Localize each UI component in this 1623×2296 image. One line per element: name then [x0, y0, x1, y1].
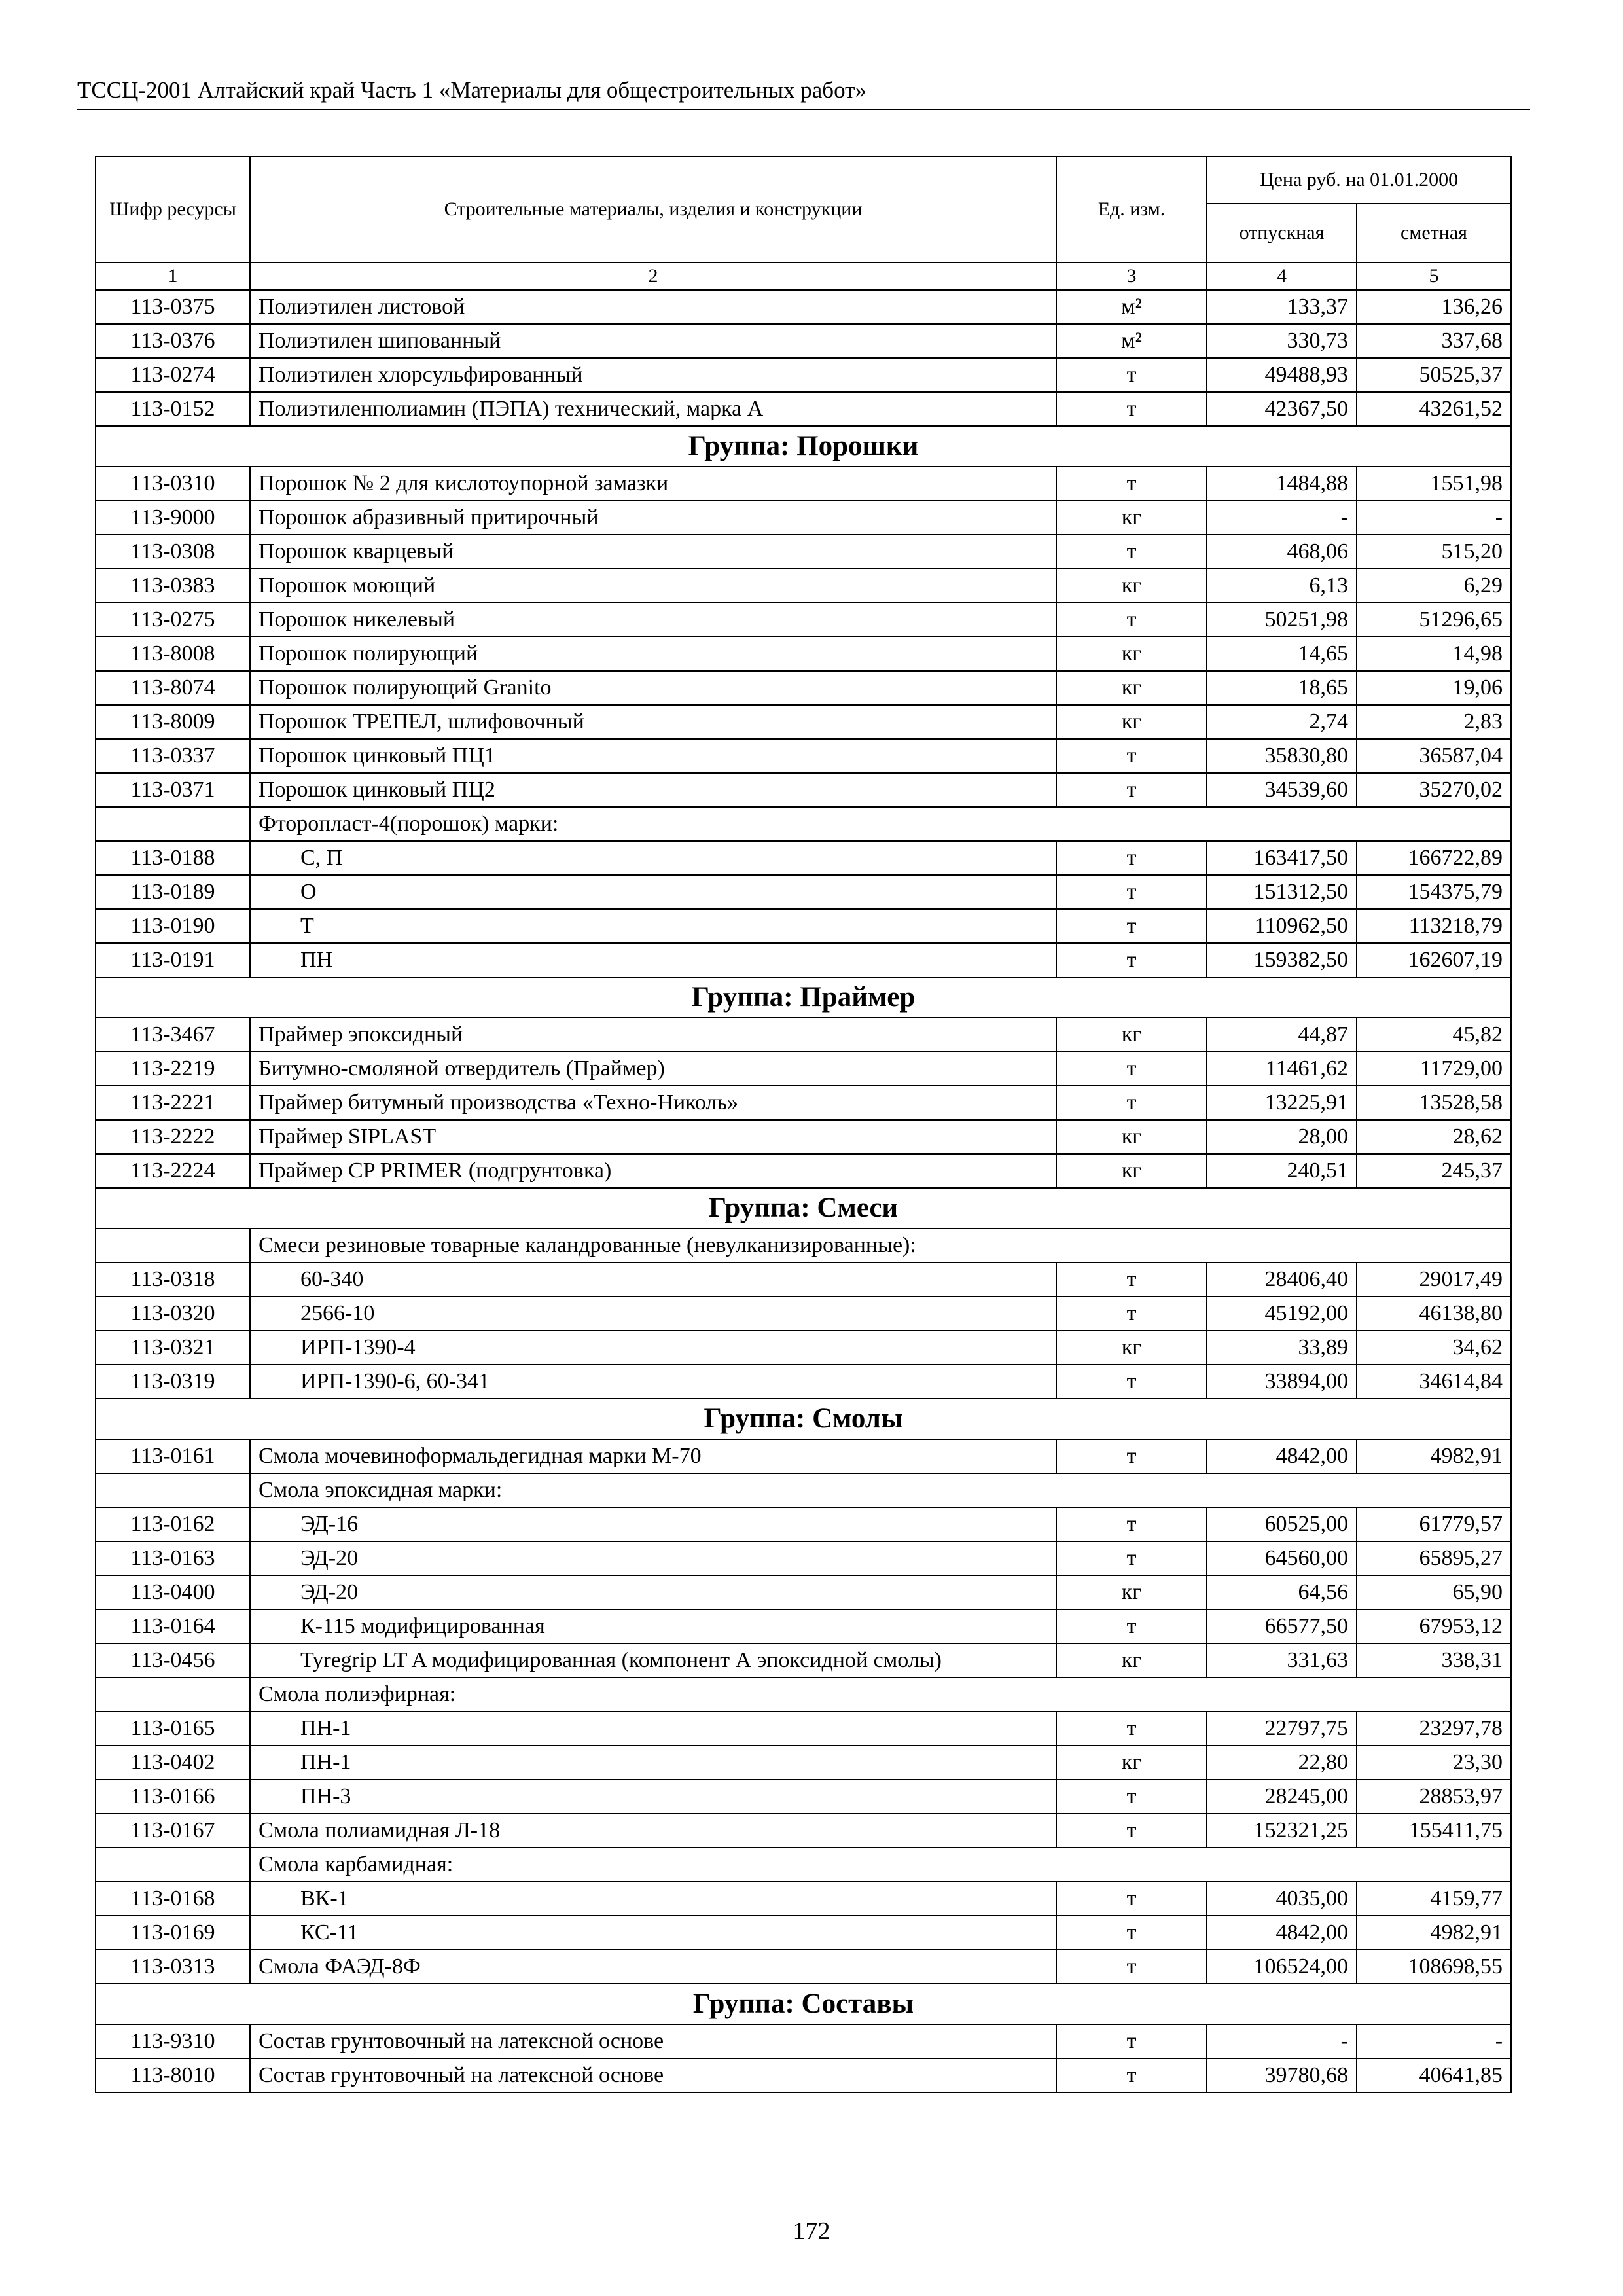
- resource-code: 113-0191: [96, 943, 250, 977]
- unit: м²: [1056, 324, 1207, 358]
- price-release: 42367,50: [1207, 392, 1357, 426]
- table-row: [96, 1297, 1511, 1331]
- unit: т: [1056, 1916, 1207, 1950]
- price-estimate: 46138,80: [1357, 1297, 1511, 1331]
- material-name: Порошок моющий: [250, 569, 1056, 603]
- price-release: 13225,91: [1207, 1086, 1357, 1120]
- price-estimate: 23297,78: [1357, 1712, 1511, 1746]
- table-row: [96, 1507, 1511, 1541]
- material-name: Порошок абразивный притирочный: [250, 501, 1056, 535]
- price-release: 64560,00: [1207, 1541, 1357, 1575]
- resource-code: 113-0188: [96, 841, 250, 875]
- resource-code: 113-0167: [96, 1814, 250, 1848]
- header-name: Строительные материалы, изделия и конструкции: [250, 156, 1056, 262]
- price-estimate: 65,90: [1357, 1575, 1511, 1609]
- subgroup-title: Фторопласт-4(порошок) марки:: [250, 807, 1511, 841]
- resource-code: 113-8074: [96, 671, 250, 705]
- unit: т: [1056, 1814, 1207, 1848]
- price-estimate: 155411,75: [1357, 1814, 1511, 1848]
- unit: т: [1056, 535, 1207, 569]
- table-row: [96, 535, 1511, 569]
- table-row: [96, 1643, 1511, 1677]
- unit: т: [1056, 1365, 1207, 1399]
- header-code: Шифр ресурсы: [96, 156, 250, 262]
- price-estimate: 245,37: [1357, 1154, 1511, 1188]
- table-row: [96, 1086, 1511, 1120]
- material-name: Смола ФАЭД-8Ф: [250, 1950, 1056, 1984]
- price-release: 28245,00: [1207, 1780, 1357, 1814]
- table-row: [96, 705, 1511, 739]
- resource-code: 113-0337: [96, 739, 250, 773]
- price-release: 49488,93: [1207, 358, 1357, 392]
- resource-code: 113-3467: [96, 1018, 250, 1052]
- material-name: Порошок полирующий Granito: [250, 671, 1056, 705]
- price-estimate: 34614,84: [1357, 1365, 1511, 1399]
- column-number: 3: [1056, 262, 1207, 290]
- group-heading-row: [96, 977, 1511, 1018]
- resource-code: 113-0375: [96, 290, 250, 324]
- price-release: 33894,00: [1207, 1365, 1357, 1399]
- unit: кг: [1056, 1746, 1207, 1780]
- unit: т: [1056, 943, 1207, 977]
- price-release: 151312,50: [1207, 875, 1357, 909]
- price-estimate: 67953,12: [1357, 1609, 1511, 1643]
- material-name: Т: [250, 909, 1056, 943]
- empty-cell: [96, 1848, 250, 1882]
- material-name: ИРП-1390-6, 60-341: [250, 1365, 1056, 1399]
- table-row: [96, 637, 1511, 671]
- price-release: 64,56: [1207, 1575, 1357, 1609]
- price-release: 4842,00: [1207, 1439, 1357, 1473]
- price-estimate: 65895,27: [1357, 1541, 1511, 1575]
- resource-code: 113-0161: [96, 1439, 250, 1473]
- price-estimate: 40641,85: [1357, 2058, 1511, 2092]
- table-row: [96, 501, 1511, 535]
- price-release: 45192,00: [1207, 1297, 1357, 1331]
- unit: т: [1056, 1052, 1207, 1086]
- price-release: 159382,50: [1207, 943, 1357, 977]
- price-estimate: 154375,79: [1357, 875, 1511, 909]
- price-table: [95, 156, 1512, 2093]
- unit: т: [1056, 1507, 1207, 1541]
- subgroup-row: [96, 1677, 1511, 1712]
- resource-code: 113-0308: [96, 535, 250, 569]
- material-name: Порошок кварцевый: [250, 535, 1056, 569]
- price-release: -: [1207, 501, 1357, 535]
- group-heading-row: [96, 1399, 1511, 1439]
- material-name: 60-340: [250, 1263, 1056, 1297]
- price-estimate: 515,20: [1357, 535, 1511, 569]
- table-row: [96, 1882, 1511, 1916]
- table-row: [96, 324, 1511, 358]
- resource-code: 113-0376: [96, 324, 250, 358]
- subgroup-row: [96, 807, 1511, 841]
- material-name: Состав грунтовочный на латексной основе: [250, 2024, 1056, 2058]
- unit: т: [1056, 875, 1207, 909]
- price-release: 66577,50: [1207, 1609, 1357, 1643]
- table-row: [96, 671, 1511, 705]
- price-release: 152321,25: [1207, 1814, 1357, 1848]
- price-estimate: 19,06: [1357, 671, 1511, 705]
- resource-code: 113-0321: [96, 1331, 250, 1365]
- price-estimate: 136,26: [1357, 290, 1511, 324]
- table-row: [96, 290, 1511, 324]
- group-title: Группа: Смолы: [96, 1399, 1511, 1439]
- header-price-release: отпускная: [1207, 204, 1357, 262]
- material-name: Полиэтилен листовой: [250, 290, 1056, 324]
- table-row: [96, 392, 1511, 426]
- material-name: Tyregrip LT A модифицированная (компонент А эпоксидной смолы): [250, 1643, 1056, 1677]
- table-row: [96, 1814, 1511, 1848]
- table-row: [96, 1916, 1511, 1950]
- price-release: 468,06: [1207, 535, 1357, 569]
- resource-code: 113-0152: [96, 392, 250, 426]
- material-name: ЭД-20: [250, 1575, 1056, 1609]
- header-price-group: Цена руб. на 01.01.2000: [1207, 156, 1511, 204]
- material-name: Порошок цинковый ПЦ1: [250, 739, 1056, 773]
- material-name: ПН: [250, 943, 1056, 977]
- empty-cell: [96, 1473, 250, 1507]
- resource-code: 113-0163: [96, 1541, 250, 1575]
- header-price-estimate: сметная: [1357, 204, 1511, 262]
- resource-code: 113-2219: [96, 1052, 250, 1086]
- resource-code: 113-0313: [96, 1950, 250, 1984]
- empty-cell: [96, 807, 250, 841]
- material-name: Порошок ТРЕПЕЛ, шлифовочный: [250, 705, 1056, 739]
- resource-code: 113-8009: [96, 705, 250, 739]
- price-estimate: 2,83: [1357, 705, 1511, 739]
- column-number: 4: [1207, 262, 1357, 290]
- material-name: Порошок цинковый ПЦ2: [250, 773, 1056, 807]
- price-release: 106524,00: [1207, 1950, 1357, 1984]
- material-name: С, П: [250, 841, 1056, 875]
- price-release: 2,74: [1207, 705, 1357, 739]
- price-release: -: [1207, 2024, 1357, 2058]
- table-row: [96, 1575, 1511, 1609]
- unit: кг: [1056, 501, 1207, 535]
- empty-cell: [96, 1229, 250, 1263]
- material-name: ВК-1: [250, 1882, 1056, 1916]
- table-row: [96, 875, 1511, 909]
- price-release: 1484,88: [1207, 467, 1357, 501]
- table-row: [96, 467, 1511, 501]
- material-name: Смола мочевиноформальдегидная марки М-70: [250, 1439, 1056, 1473]
- unit: кг: [1056, 1643, 1207, 1677]
- price-release: 50251,98: [1207, 603, 1357, 637]
- table-row: [96, 1712, 1511, 1746]
- material-name: ЭД-16: [250, 1507, 1056, 1541]
- table-row: [96, 603, 1511, 637]
- table-row: [96, 1780, 1511, 1814]
- unit: т: [1056, 1950, 1207, 1984]
- page-number: 172: [793, 2217, 830, 2245]
- price-estimate: 28,62: [1357, 1120, 1511, 1154]
- material-name: Полиэтилен шипованный: [250, 324, 1056, 358]
- price-release: 60525,00: [1207, 1507, 1357, 1541]
- resource-code: 113-8010: [96, 2058, 250, 2092]
- group-title: Группа: Порошки: [96, 426, 1511, 467]
- resource-code: 113-9310: [96, 2024, 250, 2058]
- resource-code: 113-2221: [96, 1086, 250, 1120]
- table-row: [96, 1365, 1511, 1399]
- price-release: 133,37: [1207, 290, 1357, 324]
- resource-code: 113-0164: [96, 1609, 250, 1643]
- material-name: Порошок № 2 для кислотоупорной замазки: [250, 467, 1056, 501]
- unit: т: [1056, 1882, 1207, 1916]
- material-name: К-115 модифицированная: [250, 1609, 1056, 1643]
- table-row: [96, 2058, 1511, 2092]
- price-estimate: 50525,37: [1357, 358, 1511, 392]
- unit: т: [1056, 739, 1207, 773]
- price-estimate: 34,62: [1357, 1331, 1511, 1365]
- group-title: Группа: Смеси: [96, 1188, 1511, 1229]
- unit: т: [1056, 1712, 1207, 1746]
- table-head: [96, 156, 1511, 290]
- price-estimate: 4982,91: [1357, 1916, 1511, 1950]
- group-title: Группа: Праймер: [96, 977, 1511, 1018]
- table-row: [96, 1120, 1511, 1154]
- price-estimate: 28853,97: [1357, 1780, 1511, 1814]
- resource-code: 113-0168: [96, 1882, 250, 1916]
- price-release: 44,87: [1207, 1018, 1357, 1052]
- unit: т: [1056, 2024, 1207, 2058]
- group-heading-row: [96, 426, 1511, 467]
- material-name: ЭД-20: [250, 1541, 1056, 1575]
- subgroup-title: Смола эпоксидная марки:: [250, 1473, 1511, 1507]
- price-estimate: 35270,02: [1357, 773, 1511, 807]
- resource-code: 113-0310: [96, 467, 250, 501]
- resource-code: 113-0169: [96, 1916, 250, 1950]
- price-release: 22797,75: [1207, 1712, 1357, 1746]
- price-estimate: 29017,49: [1357, 1263, 1511, 1297]
- price-estimate: 36587,04: [1357, 739, 1511, 773]
- table-row: [96, 1331, 1511, 1365]
- resource-code: 113-0319: [96, 1365, 250, 1399]
- table-row: [96, 1609, 1511, 1643]
- price-estimate: 4982,91: [1357, 1439, 1511, 1473]
- material-name: О: [250, 875, 1056, 909]
- unit: кг: [1056, 1331, 1207, 1365]
- unit: кг: [1056, 1575, 1207, 1609]
- material-name: Праймер эпоксидный: [250, 1018, 1056, 1052]
- column-numbers-row: [96, 262, 1511, 290]
- price-release: 39780,68: [1207, 2058, 1357, 2092]
- price-release: 6,13: [1207, 569, 1357, 603]
- table-body: [96, 290, 1511, 2092]
- price-release: 33,89: [1207, 1331, 1357, 1365]
- unit: кг: [1056, 1018, 1207, 1052]
- table-row: [96, 2024, 1511, 2058]
- material-name: Порошок никелевый: [250, 603, 1056, 637]
- resource-code: 113-0162: [96, 1507, 250, 1541]
- price-estimate: 1551,98: [1357, 467, 1511, 501]
- price-release: 28406,40: [1207, 1263, 1357, 1297]
- material-name: Битумно-смоляной отвердитель (Праймер): [250, 1052, 1056, 1086]
- unit: кг: [1056, 671, 1207, 705]
- table-row: [96, 1541, 1511, 1575]
- unit: кг: [1056, 705, 1207, 739]
- price-estimate: 4159,77: [1357, 1882, 1511, 1916]
- header-unit: Ед. изм.: [1056, 156, 1207, 262]
- price-estimate: 14,98: [1357, 637, 1511, 671]
- running-header: ТССЦ-2001 Алтайский край Часть 1 «Материалы для общестроительных работ»: [77, 76, 1530, 110]
- price-release: 18,65: [1207, 671, 1357, 705]
- unit: т: [1056, 841, 1207, 875]
- unit: м²: [1056, 290, 1207, 324]
- material-name: Праймер битумный производства «Техно-Николь»: [250, 1086, 1056, 1120]
- resource-code: 113-8008: [96, 637, 250, 671]
- unit: т: [1056, 2058, 1207, 2092]
- resource-code: 113-0400: [96, 1575, 250, 1609]
- table-row: [96, 1746, 1511, 1780]
- subgroup-row: [96, 1473, 1511, 1507]
- unit: т: [1056, 467, 1207, 501]
- price-estimate: 23,30: [1357, 1746, 1511, 1780]
- resource-code: 113-0274: [96, 358, 250, 392]
- price-estimate: 51296,65: [1357, 603, 1511, 637]
- resource-code: 113-0190: [96, 909, 250, 943]
- resource-code: 113-0189: [96, 875, 250, 909]
- material-name: Состав грунтовочный на латексной основе: [250, 2058, 1056, 2092]
- price-estimate: 108698,55: [1357, 1950, 1511, 1984]
- table-row: [96, 569, 1511, 603]
- material-name: Праймер SIPLAST: [250, 1120, 1056, 1154]
- price-release: 330,73: [1207, 324, 1357, 358]
- price-release: 35830,80: [1207, 739, 1357, 773]
- unit: кг: [1056, 637, 1207, 671]
- unit: т: [1056, 358, 1207, 392]
- material-name: Полиэтилен хлорсульфированный: [250, 358, 1056, 392]
- price-release: 11461,62: [1207, 1052, 1357, 1086]
- table-row: [96, 1018, 1511, 1052]
- unit: т: [1056, 1541, 1207, 1575]
- resource-code: 113-0318: [96, 1263, 250, 1297]
- material-name: ПН-3: [250, 1780, 1056, 1814]
- unit: т: [1056, 1609, 1207, 1643]
- unit: т: [1056, 1439, 1207, 1473]
- group-heading-row: [96, 1188, 1511, 1229]
- empty-cell: [96, 1677, 250, 1712]
- subgroup-title: Смола карбамидная:: [250, 1848, 1511, 1882]
- unit: кг: [1056, 569, 1207, 603]
- group-heading-row: [96, 1984, 1511, 2024]
- column-number: 1: [96, 262, 250, 290]
- price-estimate: -: [1357, 2024, 1511, 2058]
- resource-code: 113-0166: [96, 1780, 250, 1814]
- price-estimate: -: [1357, 501, 1511, 535]
- unit: т: [1056, 773, 1207, 807]
- unit: т: [1056, 1263, 1207, 1297]
- resource-code: 113-0371: [96, 773, 250, 807]
- material-name: КС-11: [250, 1916, 1056, 1950]
- subgroup-title: Смеси резиновые товарные каландрованные (невулканизированные):: [250, 1229, 1511, 1263]
- table-row: [96, 909, 1511, 943]
- price-estimate: 338,31: [1357, 1643, 1511, 1677]
- price-estimate: 61779,57: [1357, 1507, 1511, 1541]
- price-estimate: 13528,58: [1357, 1086, 1511, 1120]
- resource-code: 113-0320: [96, 1297, 250, 1331]
- unit: т: [1056, 909, 1207, 943]
- column-number: 5: [1357, 262, 1511, 290]
- price-estimate: 45,82: [1357, 1018, 1511, 1052]
- table-row: [96, 841, 1511, 875]
- material-name: Праймер CP PRIMER (подгрунтовка): [250, 1154, 1056, 1188]
- price-release: 110962,50: [1207, 909, 1357, 943]
- price-release: 28,00: [1207, 1120, 1357, 1154]
- resource-code: 113-9000: [96, 501, 250, 535]
- material-name: Порошок полирующий: [250, 637, 1056, 671]
- unit: кг: [1056, 1120, 1207, 1154]
- table-row: [96, 773, 1511, 807]
- price-estimate: 43261,52: [1357, 392, 1511, 426]
- table-row: [96, 1154, 1511, 1188]
- material-name: 2566-10: [250, 1297, 1056, 1331]
- material-name: ПН-1: [250, 1746, 1056, 1780]
- table-row: [96, 1950, 1511, 1984]
- price-estimate: 166722,89: [1357, 841, 1511, 875]
- group-title: Группа: Составы: [96, 1984, 1511, 2024]
- price-estimate: 113218,79: [1357, 909, 1511, 943]
- subgroup-row: [96, 1229, 1511, 1263]
- unit: кг: [1056, 1154, 1207, 1188]
- price-release: 34539,60: [1207, 773, 1357, 807]
- resource-code: 113-0402: [96, 1746, 250, 1780]
- price-estimate: 11729,00: [1357, 1052, 1511, 1086]
- material-name: ПН-1: [250, 1712, 1056, 1746]
- table-row: [96, 943, 1511, 977]
- resource-code: 113-0275: [96, 603, 250, 637]
- resource-code: 113-2224: [96, 1154, 250, 1188]
- unit: т: [1056, 603, 1207, 637]
- material-name: ИРП-1390-4: [250, 1331, 1056, 1365]
- resource-code: 113-0165: [96, 1712, 250, 1746]
- resource-code: 113-2222: [96, 1120, 250, 1154]
- unit: т: [1056, 1297, 1207, 1331]
- subgroup-title: Смола полиэфирная:: [250, 1677, 1511, 1712]
- material-name: Смола полиамидная Л-18: [250, 1814, 1056, 1848]
- table-row: [96, 358, 1511, 392]
- table-row: [96, 1439, 1511, 1473]
- resource-code: 113-0456: [96, 1643, 250, 1677]
- price-release: 22,80: [1207, 1746, 1357, 1780]
- price-estimate: 337,68: [1357, 324, 1511, 358]
- unit: т: [1056, 1780, 1207, 1814]
- material-name: Полиэтиленполиамин (ПЭПА) технический, марка А: [250, 392, 1056, 426]
- unit: т: [1056, 1086, 1207, 1120]
- price-estimate: 6,29: [1357, 569, 1511, 603]
- table-row: [96, 739, 1511, 773]
- price-release: 163417,50: [1207, 841, 1357, 875]
- column-number: 2: [250, 262, 1056, 290]
- price-estimate: 162607,19: [1357, 943, 1511, 977]
- price-release: 240,51: [1207, 1154, 1357, 1188]
- price-release: 331,63: [1207, 1643, 1357, 1677]
- resource-code: 113-0383: [96, 569, 250, 603]
- unit: т: [1056, 392, 1207, 426]
- table-row: [96, 1263, 1511, 1297]
- table-row: [96, 1052, 1511, 1086]
- price-release: 4035,00: [1207, 1882, 1357, 1916]
- price-release: 14,65: [1207, 637, 1357, 671]
- subgroup-row: [96, 1848, 1511, 1882]
- price-release: 4842,00: [1207, 1916, 1357, 1950]
